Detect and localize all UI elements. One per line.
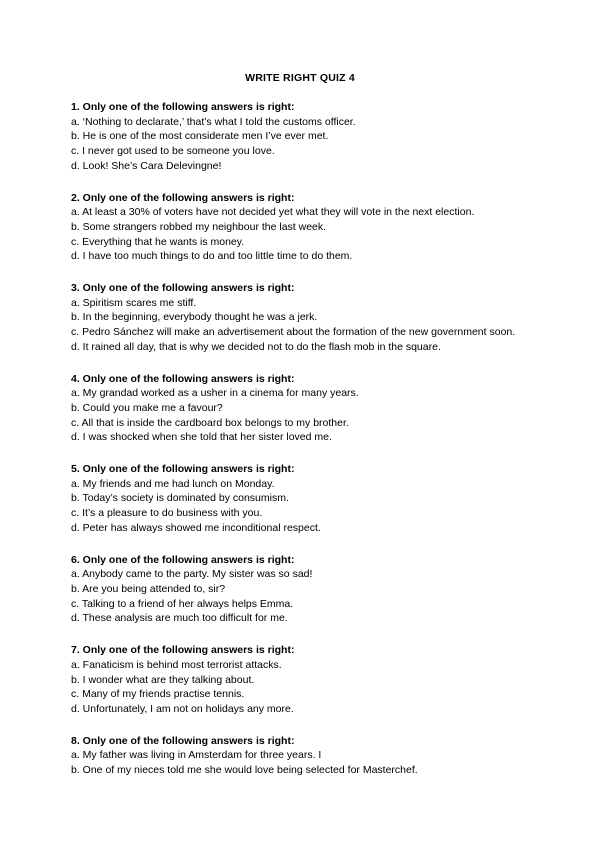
answer-option-d: d. These analysis are much too difficult for me. [71, 612, 288, 625]
answer-option-b: b. Some strangers robbed my neighbour the last week. [71, 220, 327, 233]
question-heading: 3. Only one of the following answers is right: [71, 282, 295, 295]
answer-option-a: a. Spiritism scares me stiff. [71, 296, 197, 309]
question-7 [71, 643, 541, 717]
answer-options [71, 205, 541, 264]
answer-option-d: d. Unfortunately, I am not on holidays any more. [71, 702, 294, 715]
answer-option-b: b. He is one of the most considerate men I’ve ever met. [71, 130, 329, 143]
question-8 [71, 734, 541, 778]
answer-options [71, 567, 541, 626]
answer-option-d: d. Peter has always showed me inconditional respect. [71, 521, 321, 534]
question-heading: 4. Only one of the following answers is right: [71, 372, 295, 385]
answer-options [71, 748, 541, 777]
answer-option-d: d. Look! She’s Cara Delevingne! [71, 159, 222, 172]
answer-option-b: b. Could you make me a favour? [71, 401, 223, 414]
question-heading: 7. Only one of the following answers is right: [71, 644, 295, 657]
answer-option-b: b. One of my nieces told me she would love being selected for Masterchef. [71, 764, 418, 777]
answer-option-a: a. ‘Nothing to declarate,’ that’s what I told the customs officer. [71, 115, 356, 128]
answer-option-c: c. Many of my friends practise tennis. [71, 688, 245, 701]
answer-options [71, 477, 541, 536]
answer-option-d: d. I have too much things to do and too little time to do them. [71, 250, 353, 263]
answer-option-c: c. It’s a pleasure to do business with you. [71, 507, 263, 520]
answer-option-d: d. It rained all day, that is why we decided not to do the flash mob in the square. [71, 340, 441, 353]
answer-option-b: b. I wonder what are they talking about. [71, 673, 255, 686]
answer-option-a: a. At least a 30% of voters have not decided yet what they will vote in the next election. [71, 206, 475, 219]
answer-option-b: b. In the beginning, everybody thought he was a jerk. [71, 311, 318, 324]
question-heading: 6. Only one of the following answers is right: [71, 553, 295, 566]
question-2 [71, 191, 541, 265]
question-heading: 5. Only one of the following answers is right: [71, 463, 295, 476]
answer-options [71, 296, 541, 355]
question-1 [71, 100, 541, 174]
answer-option-c: c. I never got used to be someone you love. [71, 145, 275, 158]
answer-option-c: c. Talking to a friend of her always helps Emma. [71, 597, 294, 610]
question-list [71, 100, 541, 795]
answer-option-c: c. Everything that he wants is money. [71, 235, 245, 248]
answer-option-d: d. I was shocked when she told that her sister loved me. [71, 431, 332, 444]
answer-options [71, 386, 541, 445]
answer-option-c: c. All that is inside the cardboard box belongs to my brother. [71, 416, 349, 429]
quiz-title: WRITE RIGHT QUIZ 4 [245, 72, 355, 84]
question-3 [71, 281, 541, 355]
answer-option-c: c. Pedro Sánchez will make an advertisement about the formation of the new government soon. [71, 326, 516, 339]
answer-option-b: b. Are you being attended to, sir? [71, 582, 226, 595]
question-heading: 2. Only one of the following answers is right: [71, 191, 295, 204]
answer-option-b: b. Today’s society is dominated by consumism. [71, 492, 289, 505]
answer-option-a: a. My grandad worked as a usher in a cinema for many years. [71, 387, 359, 400]
question-6 [71, 553, 541, 627]
question-4 [71, 372, 541, 446]
question-5 [71, 462, 541, 536]
answer-option-a: a. Fanaticism is behind most terrorist attacks. [71, 658, 282, 671]
answer-options [71, 115, 541, 174]
answer-option-a: a. Anybody came to the party. My sister was so sad! [71, 568, 313, 581]
question-heading: 8. Only one of the following answers is right: [71, 734, 295, 747]
answer-option-a: a. My father was living in Amsterdam for three years. I [71, 749, 322, 762]
question-heading: 1. Only one of the following answers is right: [71, 101, 295, 113]
answer-option-a: a. My friends and me had lunch on Monday. [71, 477, 275, 490]
answer-options [71, 658, 541, 717]
